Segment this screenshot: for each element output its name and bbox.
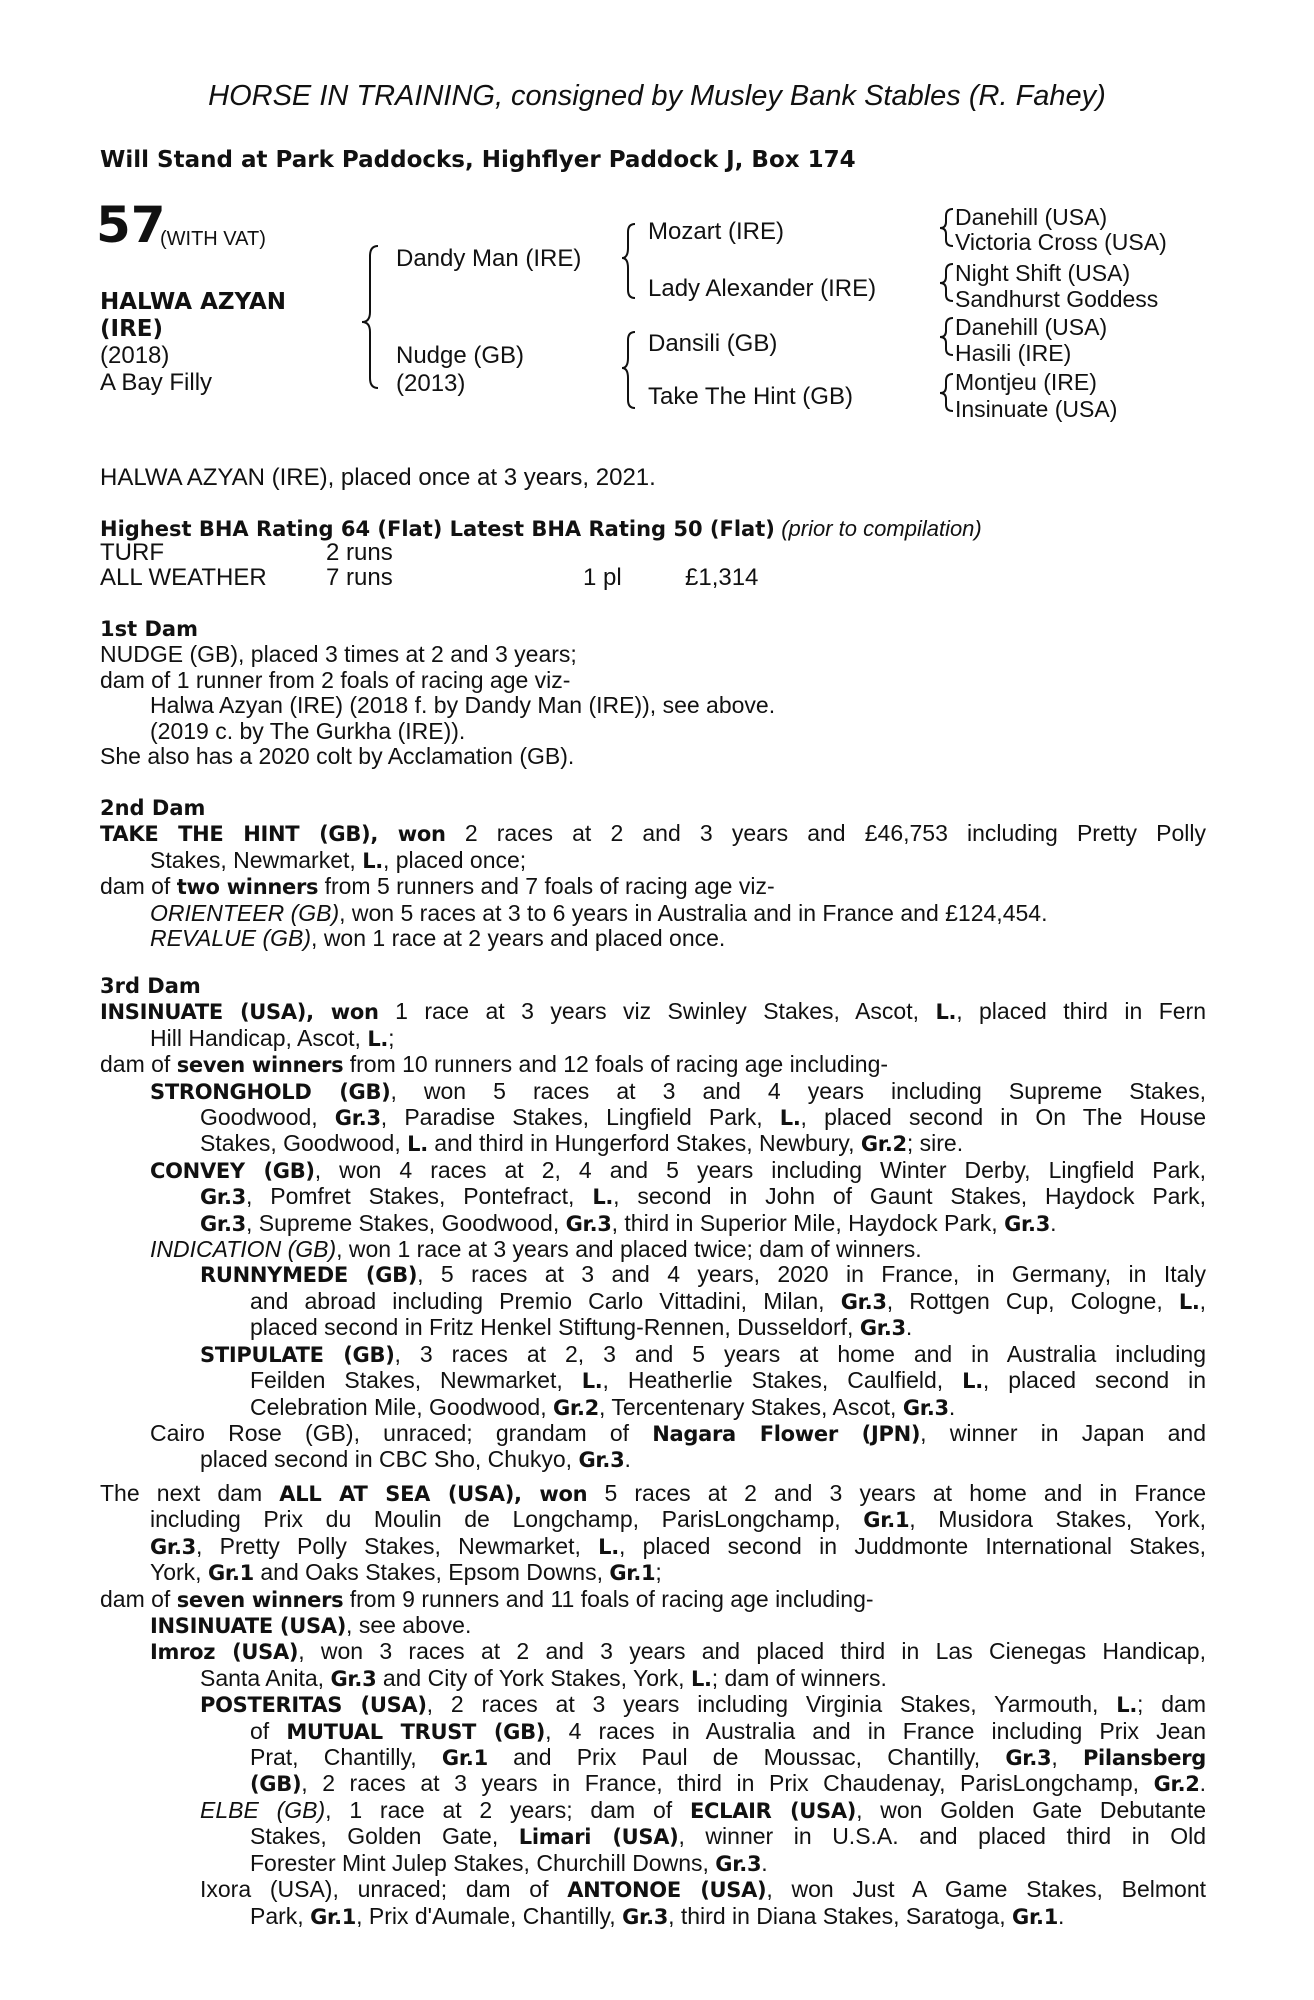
t: , 2 races at 3 years in France, third in Prix Chaudenay, ParisLongchamp, xyxy=(301,1770,1140,1797)
next-dam-line xyxy=(100,1560,1206,1586)
all-weather-label: ALL WEATHER xyxy=(100,564,267,591)
t: of xyxy=(250,1717,270,1744)
stronghold-line xyxy=(100,1105,1206,1131)
t: Cairo Rose (GB), unraced; grandam of xyxy=(150,1419,630,1446)
t: placed second in Fritz Henkel Stiftung-Rennen, Dusseldorf, xyxy=(250,1314,854,1341)
t: and third in Hungerford Stakes, Newbury, xyxy=(434,1130,855,1157)
pedigree-sire-dam: Lady Alexander (IRE) xyxy=(648,275,877,302)
pedigree-gen4-1: Danehill (USA) xyxy=(955,204,1108,230)
group-label: Gr.3 xyxy=(902,1395,949,1420)
second-dam-text: dam of xyxy=(100,873,171,900)
lot-vat-note: (WITH VAT) xyxy=(160,228,266,250)
t: , placed second in On The House xyxy=(800,1104,1207,1131)
second-dam-text: , placed once; xyxy=(382,846,527,873)
turf-label: TURF xyxy=(100,539,164,566)
progeny-name: Imroz (USA) xyxy=(150,1640,299,1665)
t: York, xyxy=(150,1559,202,1586)
t: Celebration Mile, Goodwood, xyxy=(250,1393,547,1420)
second-dam-heading: 2nd Dam xyxy=(100,796,206,820)
group-label: Gr.3 xyxy=(330,1666,377,1691)
listed-label: L. xyxy=(962,1369,983,1394)
group-label: Gr.3 xyxy=(200,1185,246,1210)
first-dam-heading: 1st Dam xyxy=(100,617,198,641)
group-label: Gr.3 xyxy=(565,1211,612,1236)
runnymede-line xyxy=(100,1315,1206,1341)
listed-label: L. xyxy=(690,1666,712,1691)
stipulate-line xyxy=(100,1395,1206,1421)
third-dam-name: INSINUATE (USA), won xyxy=(100,1000,379,1025)
next-dam-line xyxy=(100,1481,1206,1507)
next-dam-section xyxy=(100,1481,1206,1930)
elbe-line xyxy=(100,1798,1206,1824)
second-dam-text: 2 races at 2 and 3 years and £46,753 including Pretty Polly xyxy=(464,820,1207,847)
progeny-name: (GB) xyxy=(250,1772,302,1797)
t: , 4 races in Australia and in France including Prix Jean xyxy=(545,1717,1207,1744)
t: , Pretty Polly Stakes, Newmarket, xyxy=(196,1532,581,1559)
rating-line xyxy=(100,515,982,542)
t: , winner in Japan and xyxy=(920,1419,1207,1446)
t: , 2 races at 3 years including Virginia Stakes, Yarmouth, xyxy=(426,1691,1099,1718)
convey-line xyxy=(100,1211,1206,1237)
t: Santa Anita, xyxy=(200,1664,325,1691)
t: . xyxy=(1058,1902,1065,1929)
t: . xyxy=(948,1393,956,1420)
listed-label: L. xyxy=(598,1534,619,1559)
group-label: Gr.1 xyxy=(609,1561,656,1586)
progeny-name: ELBE (GB) xyxy=(200,1796,326,1823)
next-dam-line xyxy=(100,1534,1206,1560)
first-dam-line: NUDGE (GB), placed 3 times at 2 and 3 years; xyxy=(100,641,577,668)
second-dam-line xyxy=(100,821,1206,847)
t: , Musidora Stakes, York, xyxy=(909,1506,1206,1533)
winners-count: seven winners xyxy=(176,1587,344,1612)
all-weather-runs: 7 runs xyxy=(326,564,393,591)
horse-name-line2: (IRE) xyxy=(100,316,164,342)
t: Hill Handicap, Ascot, xyxy=(150,1024,361,1051)
t: , won Golden Gate Debutante xyxy=(856,1796,1206,1823)
group-label: Gr.1 xyxy=(863,1508,910,1533)
next-dam-name: ALL AT SEA (USA), won xyxy=(279,1482,588,1506)
runnymede-line xyxy=(100,1262,1206,1288)
progeny-name: STIPULATE (GB) xyxy=(200,1342,395,1367)
t: Stakes, Goodwood, xyxy=(200,1130,401,1157)
t: , won 3 races at 2 and 3 years and placed third in Las Cienegas Handicap, xyxy=(298,1638,1206,1665)
t: , Tercentenary Stakes, Ascot, xyxy=(599,1393,897,1420)
second-dam-progeny xyxy=(100,926,1206,951)
t: ; dam xyxy=(1137,1691,1206,1718)
progeny-name: INSINUATE (USA) xyxy=(150,1614,347,1639)
group-label: Gr.1 xyxy=(310,1904,357,1929)
t: and abroad including Premio Carlo Vittadini, Milan, xyxy=(250,1287,825,1314)
second-dam-text: , won 5 races at 3 to 6 years in Australia and in France and £124,454. xyxy=(339,899,1048,926)
stipulate-line xyxy=(100,1342,1206,1368)
stronghold-line xyxy=(100,1079,1206,1105)
pedigree-sire-sire: Mozart (IRE) xyxy=(648,218,785,245)
second-dam-progeny xyxy=(100,901,1206,926)
listed-label: L. xyxy=(935,1000,957,1025)
imroz-line xyxy=(100,1666,1206,1692)
pedigree-dam-dam: Take The Hint (GB) xyxy=(648,383,853,410)
group-label: Gr.1 xyxy=(207,1561,254,1586)
rating-note: (prior to compilation) xyxy=(781,516,982,541)
t: ; dam of winners. xyxy=(711,1664,887,1691)
t: ; xyxy=(655,1559,662,1586)
group-label: Gr.3 xyxy=(859,1316,906,1341)
group-label: Gr.3 xyxy=(622,1904,669,1929)
group-label: Gr.3 xyxy=(1005,1746,1052,1771)
indication-line xyxy=(100,1237,1206,1262)
first-dam-line: dam of 1 runner from 2 foals of racing age viz- xyxy=(100,666,571,693)
horse-year: (2018) xyxy=(100,342,170,369)
listed-label: L. xyxy=(407,1132,428,1157)
t: , xyxy=(1199,1287,1206,1314)
t: , see above. xyxy=(346,1612,472,1639)
t: , Rottgen Cup, Cologne, xyxy=(886,1287,1163,1314)
group-label: Gr.2 xyxy=(1153,1772,1200,1797)
t: 5 races at 2 and 3 years at home and in France xyxy=(604,1480,1207,1506)
t: , second in John of Gaunt Stakes, Haydock Park, xyxy=(613,1183,1207,1210)
t: 1 race at 3 years viz Swinley Stakes, Ascot, xyxy=(395,998,919,1025)
ixora-line xyxy=(100,1877,1206,1903)
listed-label: L. xyxy=(581,1369,603,1394)
t: , won Just A Game Stakes, Belmont xyxy=(766,1876,1206,1903)
listed-label: L. xyxy=(367,1026,389,1051)
second-dam-text: , won 1 race at 2 years and placed once. xyxy=(311,925,726,952)
next-dam-line xyxy=(100,1507,1206,1533)
posteritas-line xyxy=(100,1719,1206,1745)
group-label: Gr.1 xyxy=(441,1746,488,1771)
t: , won 1 race at 3 years and placed twice; dam of winners. xyxy=(336,1236,922,1263)
progeny-name: INDICATION (GB) xyxy=(150,1236,337,1263)
progeny-name: Limari (USA) xyxy=(518,1825,679,1850)
elbe-line xyxy=(100,1851,1206,1877)
t: , placed second in xyxy=(982,1367,1207,1394)
t: including Prix du Moulin de Longchamp, ParisLongchamp, xyxy=(150,1506,841,1533)
lot-number: 57 xyxy=(96,196,166,254)
ixora-line xyxy=(100,1904,1206,1930)
t: Park, xyxy=(250,1902,304,1929)
convey-line xyxy=(100,1184,1206,1210)
next-dam-line xyxy=(100,1613,1206,1639)
t: placed second in CBC Sho, Chukyo, xyxy=(200,1446,573,1473)
first-dam-progeny: (2019 c. by The Gurkha (IRE)). xyxy=(150,717,466,744)
pedigree-gen4-6: Hasili (IRE) xyxy=(955,340,1072,366)
group-label: Gr.3 xyxy=(715,1851,762,1876)
t: and Prix Paul de Moussac, Chantilly, xyxy=(513,1744,981,1771)
pedigree-sire: Dandy Man (IRE) xyxy=(396,245,582,272)
stronghold-line xyxy=(100,1131,1206,1157)
next-dam-line xyxy=(100,1587,1206,1613)
t: , xyxy=(1051,1744,1058,1771)
t: Goodwood, xyxy=(200,1104,318,1131)
runnymede-line xyxy=(100,1289,1206,1315)
posteritas-line xyxy=(100,1692,1206,1718)
winners-count: seven winners xyxy=(176,1053,344,1078)
t: Forester Mint Julep Stakes, Churchill Downs, xyxy=(250,1849,709,1876)
second-dam-text: Stakes, Newmarket, xyxy=(150,846,356,873)
t: , third in Diana Stakes, Saratoga, xyxy=(668,1902,1006,1929)
second-dam-name: TAKE THE HINT (GB), won xyxy=(100,822,446,847)
group-label: Gr.3 xyxy=(1004,1211,1051,1236)
group-label: Gr.2 xyxy=(553,1395,599,1420)
t: , 5 races at 3 and 4 years, 2020 in France, in Germany, in Italy xyxy=(417,1261,1207,1288)
pedigree-gen4-7: Montjeu (IRE) xyxy=(955,369,1097,395)
t: dam of xyxy=(100,1585,171,1612)
t: and City of York Stakes, York, xyxy=(382,1664,685,1691)
listed-label: L. xyxy=(1116,1693,1138,1718)
t: and Oaks Stakes, Epsom Downs, xyxy=(260,1559,603,1586)
third-dam-line xyxy=(100,1026,1206,1052)
listed-label: L. xyxy=(779,1106,801,1131)
t: . xyxy=(905,1314,913,1341)
group-label: Gr.3 xyxy=(200,1211,246,1236)
t: dam of xyxy=(100,1051,171,1078)
t: , placed third in Fern xyxy=(956,998,1207,1025)
second-dam-line xyxy=(100,848,1206,874)
third-dam-line xyxy=(100,1052,1206,1078)
t: from 10 runners and 12 foals of racing age including- xyxy=(349,1051,889,1078)
t: , placed second in Juddmonte International Stakes, xyxy=(618,1532,1206,1559)
second-dam-line xyxy=(100,874,1206,900)
stipulate-line xyxy=(100,1368,1206,1394)
pedigree-dam-year: (2013) xyxy=(396,370,466,397)
t: . xyxy=(1199,1770,1206,1797)
pedigree-gen4-8: Insinuate (USA) xyxy=(955,396,1118,422)
elbe-line xyxy=(100,1824,1206,1850)
first-dam-progeny: Halwa Azyan (IRE) (2018 f. by Dandy Man (IRE)), see above. xyxy=(150,692,776,719)
listed-label: L. xyxy=(592,1185,614,1210)
progeny-name: STRONGHOLD (GB) xyxy=(150,1079,391,1104)
t: ; sire. xyxy=(906,1130,964,1157)
progeny-name: RUNNYMEDE (GB) xyxy=(200,1263,418,1288)
t: , Supreme Stakes, Goodwood, xyxy=(246,1209,560,1236)
t: , Heatherlie Stakes, Caulfield, xyxy=(602,1367,944,1394)
progeny-name: Nagara Flower (JPN) xyxy=(652,1421,921,1446)
t: , 1 race at 2 years; dam of xyxy=(325,1796,673,1823)
third-dam-heading: 3rd Dam xyxy=(100,974,201,998)
t: Feilden Stakes, Newmarket, xyxy=(250,1367,563,1394)
t: , winner in U.S.A. and placed third in Old xyxy=(678,1823,1206,1850)
t: , 3 races at 2, 3 and 5 years at home and in Australia including xyxy=(394,1340,1206,1367)
t: , third in Superior Mile, Haydock Park, xyxy=(611,1209,998,1236)
progeny-name: POSTERITAS (USA) xyxy=(200,1693,427,1718)
first-dam-line: She also has a 2020 colt by Acclamation (GB). xyxy=(100,743,575,770)
progeny-name: REVALUE (GB) xyxy=(150,925,312,952)
winners-count: two winners xyxy=(176,875,319,900)
all-weather-prize: £1,314 xyxy=(685,564,759,591)
pedigree-gen4-4: Sandhurst Goddess xyxy=(955,286,1159,312)
first-dam-section xyxy=(100,617,1206,769)
pedigree-gen4-3: Night Shift (USA) xyxy=(955,260,1131,286)
t: The next dam xyxy=(100,1480,263,1506)
imroz-line xyxy=(100,1639,1206,1665)
pedigree-dam: Nudge (GB) xyxy=(396,342,525,369)
t: ; xyxy=(388,1024,395,1051)
group-label: Gr.3 xyxy=(840,1289,887,1314)
stand-location: Will Stand at Park Paddocks, Highflyer Paddock J, Box 174 xyxy=(100,147,856,173)
t: . xyxy=(624,1446,631,1473)
catalogue-header-title: HORSE IN TRAINING, consigned by Musley Bank Stables (R. Fahey) xyxy=(208,80,1106,112)
progeny-name: ANTONOE (USA) xyxy=(567,1878,767,1903)
group-label: Gr.1 xyxy=(1012,1904,1059,1929)
t: , Pomfret Stakes, Pontefract, xyxy=(246,1183,575,1210)
progeny-name: Pilansberg xyxy=(1082,1746,1207,1771)
progeny-name: MUTUAL TRUST (GB) xyxy=(286,1719,546,1744)
group-label: Gr.3 xyxy=(150,1534,196,1559)
progeny-name: CONVEY (GB) xyxy=(150,1158,315,1183)
all-weather-placed: 1 pl xyxy=(583,564,622,591)
group-label: Gr.3 xyxy=(334,1106,381,1131)
horse-description: A Bay Filly xyxy=(100,369,213,396)
t: . xyxy=(1050,1209,1057,1236)
pedigree-gen4-5: Danehill (USA) xyxy=(955,314,1108,340)
t: from 9 runners and 11 foals of racing age including- xyxy=(349,1585,874,1612)
t: , won 4 races at 2, 4 and 5 years including Winter Derby, Lingfield Park, xyxy=(314,1156,1206,1183)
posteritas-line xyxy=(100,1745,1206,1771)
group-label: Gr.3 xyxy=(578,1448,625,1473)
third-dam-line xyxy=(100,999,1206,1025)
second-dam-text: from 5 runners and 7 foals of racing age viz- xyxy=(324,873,775,900)
listed-label: L. xyxy=(1178,1289,1200,1314)
t: , Prix d'Aumale, Chantilly, xyxy=(356,1902,616,1929)
rating-label: Highest BHA Rating 64 (Flat) Latest BHA Rating 50 (Flat) xyxy=(100,517,775,541)
group-label: Gr.2 xyxy=(860,1132,907,1157)
pedigree-gen4-2: Victoria Cross (USA) xyxy=(955,229,1167,255)
convey-line xyxy=(100,1158,1206,1184)
cairo-rose-line xyxy=(100,1421,1206,1447)
cairo-rose-line xyxy=(100,1447,1206,1473)
t: . xyxy=(761,1849,768,1876)
posteritas-line xyxy=(100,1771,1206,1797)
race-summary: HALWA AZYAN (IRE), placed once at 3 years, 2021. xyxy=(100,464,656,491)
t: Stakes, Golden Gate, xyxy=(250,1823,499,1850)
t: , won 5 races at 3 and 4 years including Supreme Stakes, xyxy=(390,1077,1206,1104)
t: Prat, Chantilly, xyxy=(250,1744,417,1771)
pedigree-dam-sire: Dansili (GB) xyxy=(648,330,778,357)
second-dam-section xyxy=(100,796,1206,951)
third-dam-section xyxy=(100,974,1206,1474)
turf-runs: 2 runs xyxy=(326,539,393,566)
t: , Paradise Stakes, Lingfield Park, xyxy=(380,1104,763,1131)
t: Ixora (USA), unraced; dam of xyxy=(200,1876,549,1903)
progeny-name: ORIENTEER (GB) xyxy=(150,899,340,926)
horse-name-line1: HALWA AZYAN xyxy=(100,289,287,315)
progeny-name: ECLAIR (USA) xyxy=(689,1798,857,1823)
listed-label: L. xyxy=(362,848,383,873)
